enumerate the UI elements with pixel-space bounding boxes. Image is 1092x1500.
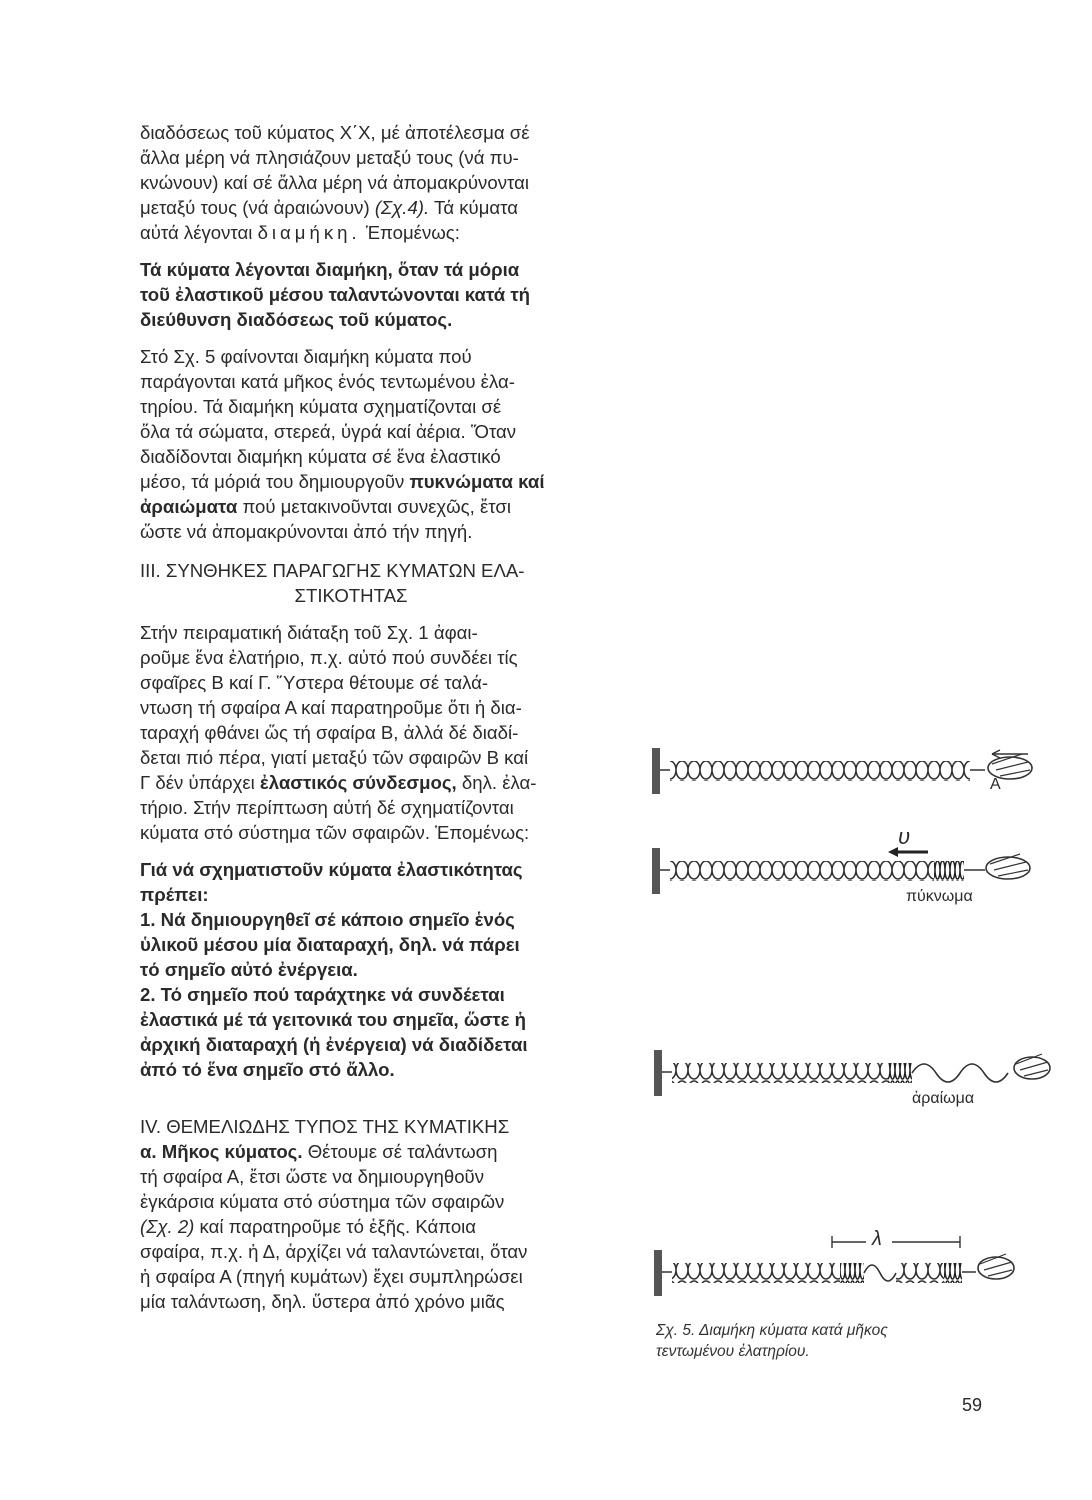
spring-figure: [640, 740, 1060, 1380]
para1-line: ἄλλα μέρη νά πλησιάζουν μεταξύ τους (νά πυ-: [140, 147, 519, 168]
spring-diagram: [640, 740, 1060, 1320]
para2: Στό Σχ. 5 φαίνονται διαμήκη κύματα πού παράγονται κατά μῆκος ἑνός τεντωμένου ἐλα- τηρίου. Τά διαμήκη κύματα σχηματίζονται σέ ὅλα τά σώματα, στερεά, ὑγρά καί ἀέρια. Ὅταν διαδίδονται διαμήκη κύματα σέ ἕνα ἐλαστικό μέσο, τά μόριά του δημιουργοῦν πυκνώματα καί ἀραιώματα πού μετακινοῦνται συνεχῶς, ἔτσι ὥστε νά ἀπομακρύνονται ἀπό τήν πηγή.: [140, 346, 545, 542]
hand-icon: [978, 1254, 1014, 1279]
spring-compression: [652, 847, 1030, 894]
label-rarefaction: ἀραίωμα: [912, 1090, 975, 1107]
label-velocity: υ: [898, 824, 911, 849]
para4: α. Μῆκος κύματος. Θέτουμε σέ ταλάντωση τή σφαίρα Α, ἔτσι ὥστε να δημιουργηθοῦν ἐγκάρσια κύματα στό σύστημα τῶν σφαιρῶν (Σχ. 2) καί παρατηροῦμε τό ἑξῆς. Κάποια σφαίρα, π.χ. ἡ Δ, ἀρχίζει νά ταλαντώνεται, ὅταν ἡ σφαίρα Α (πηγή κυμάτων) ἔχει συμπληρώσει μία ταλάντωση, δηλ. ὕστερα ἀπό χρόνο μιᾶς: [140, 1141, 528, 1312]
hand-icon: [986, 854, 1030, 879]
bold-term: α. Μῆκος κύματος.: [140, 1141, 303, 1162]
bold-term: πυκνώματα καί: [409, 471, 545, 492]
rule-box: Γιά νά σχηματιστοῦν κύματα ἐλαστικότητας πρέπει: 1. Νά δημιουργηθεῖ σέ κάποιο σημεῖο ἑνός ὑλικοῦ μέσου μία διαταραχή, δηλ. νά πάρει τό σημεῖο αὐτό ἐνέργεια. 2. Τό σημεῖο πού ταράχτηκε νά συνδέεται ἐλαστικά μέ τά γειτονικά του σημεῖα, ὥστε ἡ ἀρχική διαταραχή (ἡ ἐνέργεια) νά διαδίδεται ἀπό τό ἕνα σημεῖο στό ἄλλο.: [140, 859, 528, 1080]
wall-mount: [652, 848, 660, 894]
label-lambda: λ: [872, 1228, 882, 1250]
hand-icon: [1014, 1054, 1050, 1079]
bold-term: ἐλαστικός σύνδεσμος,: [259, 772, 457, 793]
figure-caption: Σχ. 5. Διαμήκη κύματα κατά μῆκος τεντωμένου ἐλατηρίου.: [656, 1322, 888, 1360]
spaced-term: διαμήκη.: [257, 222, 361, 243]
text-column: [140, 120, 622, 1314]
section-heading-3: III. ΣΥΝΘΗΚΕΣ ΠΑΡΑΓΩΓΗΣ ΚΥΜΑΤΩΝ ΕΛΑ- ΣΤΙΚΟΤΗΤΑΣ: [140, 560, 525, 606]
spring-rest: [652, 748, 1032, 794]
spring-rarefaction: [654, 1050, 1050, 1096]
para1-line: κνώνουν) καί σέ ἄλλα μέρη νά ἀπομακρύνονται: [140, 172, 529, 193]
wall-mount: [654, 1050, 662, 1096]
para1-line: μεταξύ τους (νά ἀραιώνουν) (Σχ.4). Τά κύματα: [140, 197, 519, 218]
label-sphere-a: Α: [990, 776, 1001, 793]
para1-line: διαδόσεως τοῦ κύματος Χ΄Χ, μέ ἀποτέλεσμα σέ: [140, 122, 530, 143]
section-heading-4: IV. ΘΕΜΕΛΙΩΔΗΣ ΤΥΠΟΣ ΤΗΣ ΚΥΜΑΤΙΚΗΣ: [140, 1116, 510, 1137]
page-number: 59: [962, 1395, 983, 1415]
spring-wavelength: [654, 1236, 1014, 1296]
para3: Στήν πειραματική διάταξη τοῦ Σχ. 1 ἀφαι- ροῦμε ἕνα ἐλατήριο, π.χ. αὐτό πού συνδέει τίς σφαῖρες Β καί Γ. Ὕστερα θέτουμε σέ ταλά- ντωση τή σφαίρα Α καί παρατηροῦμε ὅτι ἡ δια- ταραχή φθάνει ὥς τή σφαίρα Β, ἀλλά δέ διαδί- δεται πιό πέρα, γιατί μεταξύ τῶν σφαιρῶν Β καί Γ δέν ὑπάρχει ἐλαστικός σύνδεσμος, δηλ. ἐλα- τήριο. Στήν περίπτωση αὐτή δέ σχηματίζονται κύματα στό σύστημα τῶν σφαιρῶν. Ἑπομένως:: [140, 622, 537, 843]
para1-line: αὐτά λέγονται διαμήκη. Ἑπομένως:: [140, 222, 460, 243]
definition-box: Τά κύματα λέγονται διαμήκη, ὅταν τά μόρια τοῦ ἐλαστικοῦ μέσου ταλαντώνονται κατά τή διεύθυνση διαδόσεως τοῦ κύματος.: [140, 259, 530, 330]
figure-ref: (Σχ. 2): [140, 1216, 195, 1237]
figure-ref: (Σχ.4).: [374, 197, 430, 218]
bold-term: ἀραιώματα: [140, 496, 238, 517]
wall-mount: [652, 748, 660, 794]
wall-mount: [654, 1250, 662, 1296]
label-compression: πύκνωμα: [906, 888, 973, 905]
